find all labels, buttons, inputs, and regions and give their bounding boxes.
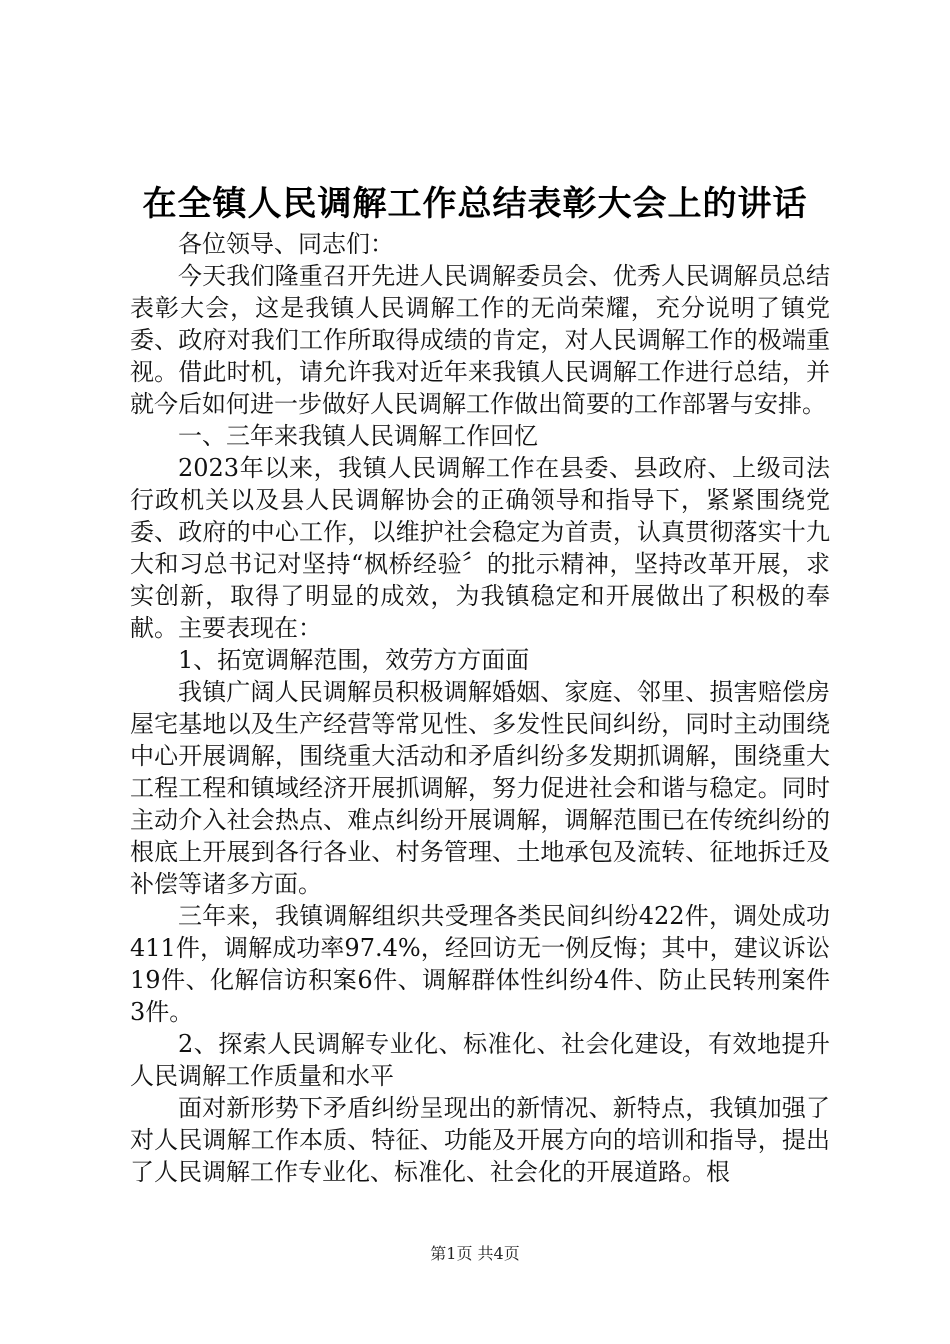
- page-footer: 第1页 共4页: [430, 1244, 520, 1263]
- subheading-2: 2、探索人民调解专业化、标准化、社会化建设，有效地提升人民调解工作质量和水平: [130, 1030, 830, 1090]
- body-paragraph: 三年来，我镇调解组织共受理各类民间纠纷422件，调处成功411件，调解成功率97.4%，经回访无一例反悔；其中，建议诉讼19件、化解信访积案6件、调解群体性纠纷4件、防止民转刑案件3件。: [130, 902, 830, 1026]
- document-body: [130, 228, 830, 1188]
- salutation-paragraph: 各位领导、同志们：: [178, 230, 394, 258]
- subheading-1: 1、拓宽调解范围，效劳方方面面: [178, 646, 530, 674]
- section-heading-1: 一、三年来我镇人民调解工作回忆: [178, 422, 538, 450]
- body-paragraph: 我镇广阔人民调解员积极调解婚姻、家庭、邻里、损害赔偿房屋宅基地以及生产经营等常见性、多发性民间纠纷，同时主动围绕中心开展调解，围绕重大活动和矛盾纠纷多发期抓调解，围绕重大工程工程和镇域经济开展抓调解，努力促进社会和谐与稳定。同时主动介入社会热点、难点纠纷开展调解，调解范围已在传统纠纷的根底上开展到各行各业、村务管理、土地承包及流转、征地拆迁及补偿等诸多方面。: [130, 678, 830, 898]
- body-paragraph: 面对新形势下矛盾纠纷呈现出的新情况、新特点，我镇加强了对人民调解工作本质、特征、功能及开展方向的培训和指导，提出了人民调解工作专业化、标准化、社会化的开展道路。根: [130, 1094, 830, 1186]
- body-paragraph: 2023年以来，我镇人民调解工作在县委、县政府、上级司法行政机关以及县人民调解协会的正确领导和指导下，紧紧围绕党委、政府的中心工作，以维护社会稳定为首责，认真贯彻落实十九大和习总书记对坚持“枫桥经验〞的批示精神，坚持改革开展，求实创新，取得了明显的成效，为我镇稳定和开展做出了积极的奉献。主要表现在：: [130, 454, 830, 642]
- document-title: 在全镇人民调解工作总结表彰大会上的讲话: [142, 184, 808, 224]
- intro-paragraph: 今天我们隆重召开先进人民调解委员会、优秀人民调解员总结表彰大会，这是我镇人民调解工作的无尚荣耀，充分说明了镇党委、政府对我们工作所取得成绩的肯定，对人民调解工作的极端重视。借此时机，请允许我对近年来我镇人民调解工作进行总结，并就今后如何进一步做好人民调解工作做出简要的工作部署与安排。: [130, 262, 830, 418]
